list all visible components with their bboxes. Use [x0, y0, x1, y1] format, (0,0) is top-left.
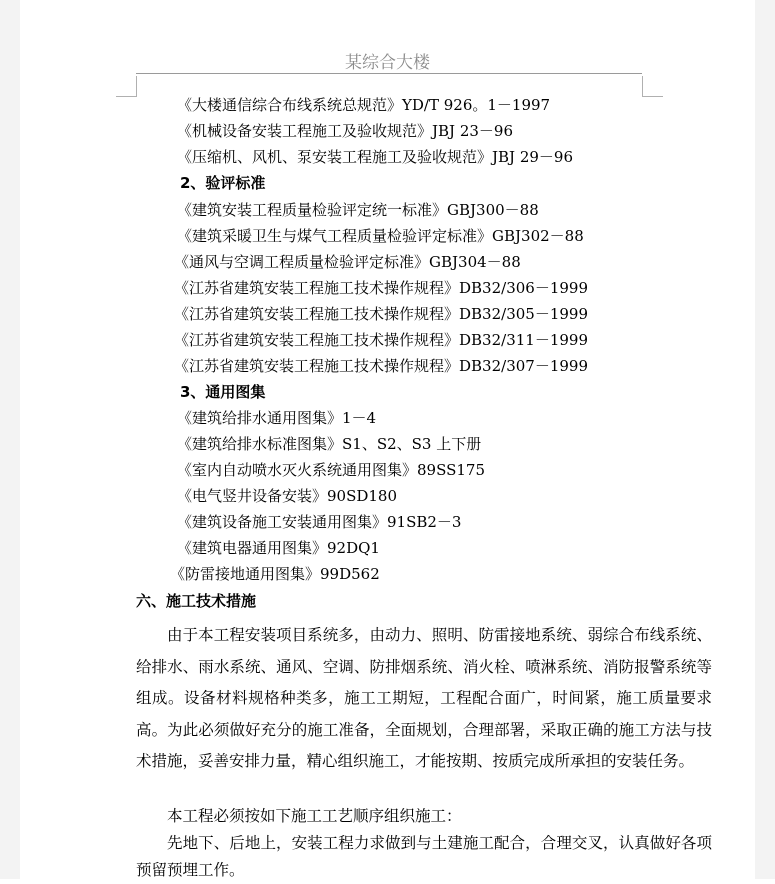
section-heading: 六、施工技术措施 — [136, 592, 257, 610]
atlas-item: 《电气竖井设备安装》90SD180 — [177, 487, 398, 505]
atlas-item: 《防雷接地通用图集》99D562 — [170, 565, 380, 583]
atlas-item: 《建筑给排水通用图集》1－4 — [177, 409, 377, 427]
page-margin-right — [755, 0, 775, 879]
standard-item: 《江苏省建筑安装工程施工技术操作规程》DB32/311－1999 — [174, 331, 588, 349]
standard-item: 《江苏省建筑安装工程施工技术操作规程》DB32/306－1999 — [174, 279, 588, 297]
atlas-item: 《建筑设备施工安装通用图集》91SB2－3 — [177, 513, 462, 531]
page-margin-left — [0, 0, 20, 879]
standard-item: 《通风与空调工程质量检验评定标准》GBJ304－88 — [174, 253, 521, 271]
document-page — [20, 0, 755, 879]
margin-corner-mark-right — [642, 76, 663, 97]
header-rule — [136, 73, 642, 74]
standard-item: 《江苏省建筑安装工程施工技术操作规程》DB32/305－1999 — [174, 305, 588, 323]
standard-item: 《江苏省建筑安装工程施工技术操作规程》DB32/307－1999 — [174, 357, 588, 375]
atlas-item: 《室内自动喷水灭火系统通用图集》89SS175 — [177, 461, 486, 479]
standard-item: 《建筑采暖卫生与煤气工程质量检验评定标准》GBJ302－88 — [177, 227, 584, 245]
body-paragraph: 本工程必须按如下施工工艺顺序组织施工： — [167, 807, 462, 825]
subsection-heading: 3、通用图集 — [180, 383, 266, 401]
body-paragraph: 由于本工程安装项目系统多，由动力、照明、防雷接地系统、弱综合布线系统、给排水、雨水系统、通风、空调、防排烟系统、消火栓、喷淋系统、消防报警系统等组成。设备材料规格种类多，施工工期短，工程配合面广，时间紧，施工质量要求高。为此必须做好充分的施工准备，全面规划，合理部署，采取正确的施工方法与技术措施，妥善安排力量，精心组织施工，才能按期、按质完成所承担的安装任务。 — [136, 626, 712, 770]
atlas-item: 《建筑给排水标准图集》S1、S2、S3 上下册 — [177, 435, 482, 453]
standard-item: 《建筑安装工程质量检验评定统一标准》GBJ300－88 — [177, 201, 539, 219]
body-paragraph: 先地下、后地上，安装工程力求做到与土建施工配合，合理交叉，认真做好各项预留预埋工作。 — [136, 834, 712, 879]
atlas-item: 《建筑电器通用图集》92DQ1 — [177, 539, 380, 557]
standard-item: 《机械设备安装工程施工及验收规范》JBJ 23－96 — [177, 122, 513, 140]
standard-item: 《大楼通信综合布线系统总规范》YD/T 926。1－1997 — [177, 96, 551, 114]
page-header-title: 某综合大楼 — [345, 53, 430, 73]
margin-corner-mark-left — [116, 76, 137, 97]
subsection-heading: 2、验评标准 — [180, 174, 266, 192]
standard-item: 《压缩机、风机、泵安装工程施工及验收规范》JBJ 29－96 — [177, 148, 573, 166]
